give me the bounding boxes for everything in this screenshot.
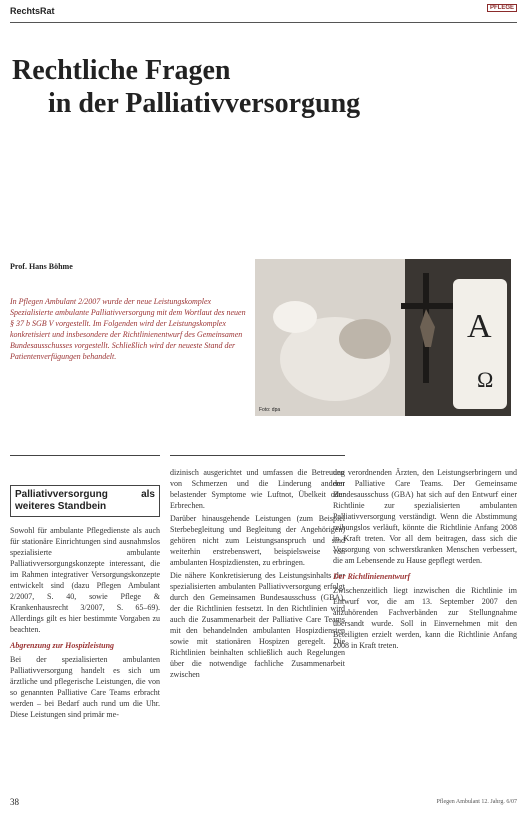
subheading-guideline: Der Richtlinienentwurf xyxy=(333,572,411,581)
author: Prof. Hans Böhme xyxy=(10,262,73,271)
paragraph: den verordnenden Ärzten, den Leistungserbringern und den Palliative Care Teams. Der Gemeinsame Bundesausschuss (GBA) hat sich auf den Entwurf einer Richtlinie zur spezialisierten ambulanten Palliativversorgung verständigt. Wenn die Abstimmung reibungslos verläuft, könnte die Richtlinie Anfang 2008 in Kraft treten. Vor all dem beitragen, dass sich die Versorgung von schwerstkranken Menschen verbessert, die am Lebensende zu Hause gepflegt werden. xyxy=(333,468,517,565)
paragraph: Darüber hinausgehende Leistungen (zum Beispiel Sterbebegleitung und Begleitung der Angehörigen) gehören nicht zum Leistungsanspruch und sind weiterhin erstrebenswert, beispielsweise von ambulanten Hospizdiensten, zu erbringen. xyxy=(170,514,345,567)
article-photo xyxy=(255,259,511,416)
column-divider-left xyxy=(10,455,160,456)
paragraph: Die nähere Konkretisierung des Leistungsinhalts der spezialisierten ambulanten Palliativversorgung erfolgt durch den Gemeinsamen Bundesausschuss (GBA), der die Richtlinien festsetzt. In den Richtlinien wird auch die Zusammenarbeit der Palliative Care Teams mit den behandelnden ambulanten Hospizdiensten sowie mit stationären Hospizen geregelt. Die Richtlinien beinhalten schließlich auch Regelungen über die notwendige fachliche Zusammenarbeit zwischen xyxy=(170,571,345,679)
article-title xyxy=(12,54,512,120)
column-divider-middle xyxy=(170,455,345,456)
title-line-2: in der Palliativversorgung xyxy=(48,88,361,119)
section-tag: RechtsRat xyxy=(10,6,55,16)
page-number: 38 xyxy=(10,797,19,807)
journal-reference: Pflegen Ambulant 12. Jahrg. 6/07 xyxy=(436,799,517,805)
subheading-hospice: Abgrenzung zur Hospizleistung xyxy=(10,641,115,650)
magazine-logo: PFLEGE xyxy=(487,4,517,12)
column-2 xyxy=(170,467,345,682)
paragraph: Sowohl für ambulante Pflegedienste als auch für stationäre Einrichtungen sind ausnahmslos spezialisierte ambulante Palliativversorgungskonzepte interessant, die im Rahmen integrativer Versorgungskonzepte entwickelt sind (dazu Pflegen Ambulant 2/2007, S. 40, sowie Pflege & Krankenhausrecht 3/2007, S. 65–69). Allerdings gilt es hier bestimmte Vorgaben zu beachten. xyxy=(10,526,160,634)
intro-text: In Pflegen Ambulant 2/2007 wurde der neue Leistungskomplex Spezialisierte ambulante Palliativversorgung mit dem Wortlaut des neuen § 37 b SGB V vorgestellt. Im Folgenden wird der Leistungskomplex konkretisiert und insbesondere der Richtlinienentwurf des Gemeinsamen Bundesausschusses vorgestellt. Schließlich wird der neueste Stand der Patientenverfügungen behandelt. xyxy=(10,297,246,361)
photo-illustration xyxy=(255,259,511,416)
svg-text:A: A xyxy=(467,308,492,345)
column-1 xyxy=(10,485,160,722)
paragraph: Bei der spezialisierten ambulanten Palliativversorgung handelt es sich um ärztliche und pflegerische Leistungen, die von so genannten Palliative Care Teams erbracht werden – bei Bedarf auch rund um die Uhr. Diese Leistungen sind primär me- xyxy=(10,655,160,719)
paragraph: Zwischenzeitlich liegt inzwischen die Richtlinie im Entwurf vor, die am 13. September 2007 den anzuhörenden Fachverbänden zur Stellungnahme übersandt wurde. Soll in Einvernehmen mit den Beteiligten erzielt werden, kann die Richtlinie Anfang 2008 in Kraft treten. xyxy=(333,586,517,650)
column-3 xyxy=(333,467,517,653)
photo-caption: Foto: dpa xyxy=(259,407,281,413)
page-footer xyxy=(10,797,517,813)
title-line-1: Rechtliche Fragen xyxy=(12,55,231,86)
svg-text:Ω: Ω xyxy=(477,367,494,392)
header-rule xyxy=(10,22,517,23)
paragraph: dizinisch ausgerichtet und umfassen die Betreuung von Schmerzen und die Linderung anderer belastender Symptome wie Luftnot, Übelkeit oder Erbrechen. xyxy=(170,468,345,510)
section-heading: Palliativversorgung als weiteres Standbein xyxy=(10,485,160,517)
